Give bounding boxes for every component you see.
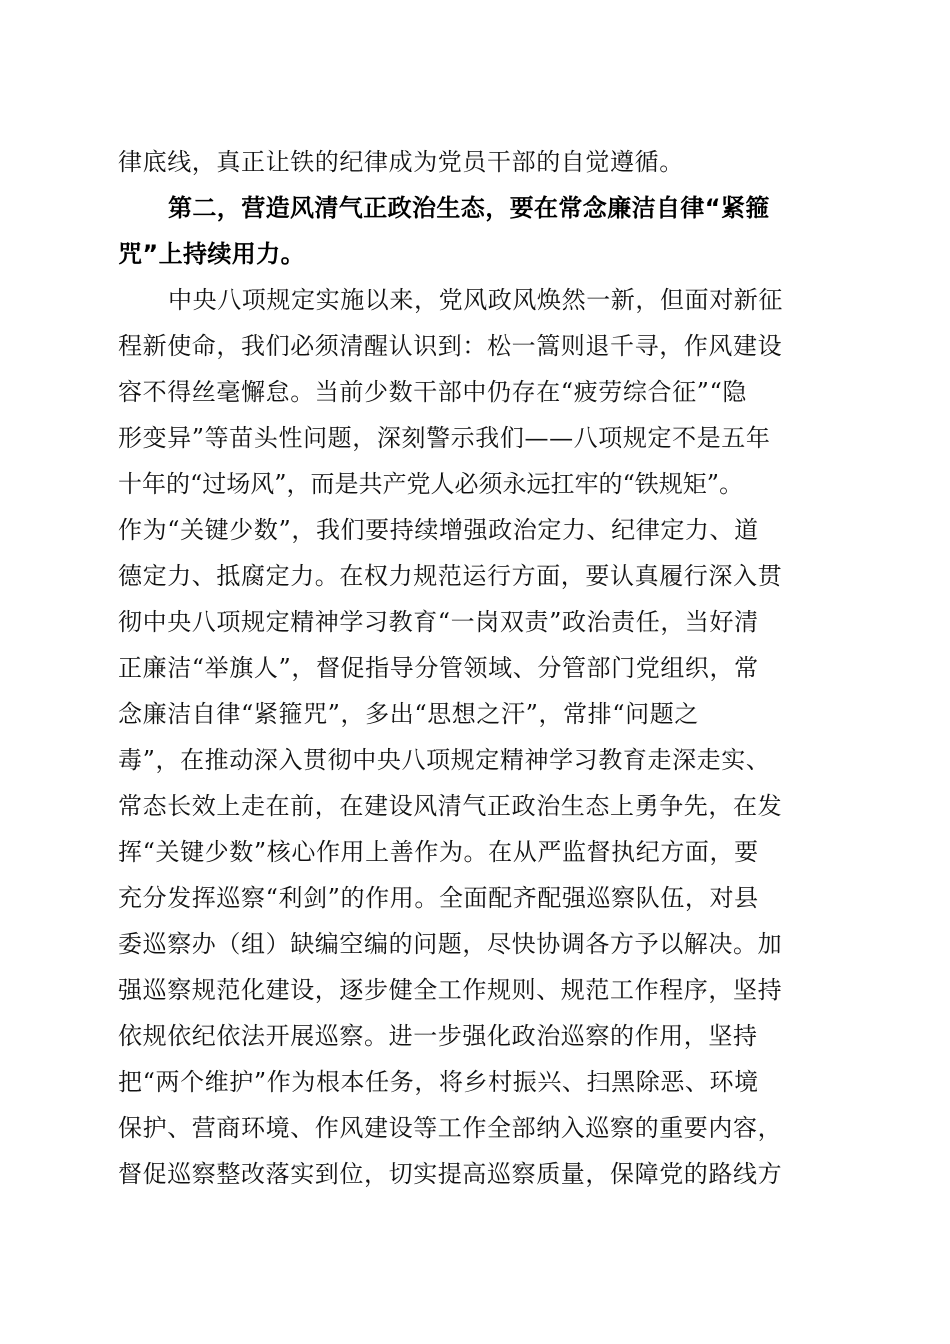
document-body bbox=[118, 139, 838, 1197]
text-line: 十年的“过场风”，而是共产党人必须永远扛牢的“铁规矩”。 bbox=[118, 470, 744, 498]
text-line: 形变异”等苗头性问题，深刻警示我们——八项规定不是五年 bbox=[118, 424, 771, 452]
section-heading-line: 咒”上持续用力。 bbox=[118, 240, 305, 268]
text-line: 依规依纪依法开展巡察。进一步强化政治巡察的作用，坚持 bbox=[118, 1022, 758, 1050]
text-line: 充分发挥巡察“利剑”的作用。全面配齐配强巡察队伍，对县 bbox=[118, 884, 759, 912]
section-heading-line: 第二，营造风清气正政治生态，要在常念廉洁自律“紧箍 bbox=[168, 194, 770, 222]
text-line: 正廉洁“举旗人”，督促指导分管领域、分管部门党组织，常 bbox=[118, 654, 759, 682]
text-line: 毒”，在推动深入贯彻中央八项规定精神学习教育走深走实、 bbox=[118, 746, 771, 774]
text-line: 念廉洁自律“紧箍咒”，多出“思想之汗”，常排“问题之 bbox=[118, 700, 699, 728]
text-line: 彻中央八项规定精神学习教育“一岗双责”政治责任，当好清 bbox=[118, 608, 759, 636]
text-line: 容不得丝毫懈怠。当前少数干部中仍存在“疲劳综合征”“隐 bbox=[118, 378, 748, 406]
text-line: 督促巡察整改落实到位，切实提高巡察质量，保障党的路线方 bbox=[118, 1160, 783, 1188]
text-line: 中央八项规定实施以来，党风政风焕然一新，但面对新征 bbox=[168, 286, 783, 314]
text-line: 把“两个维护”作为根本任务，将乡村振兴、扫黑除恶、环境 bbox=[118, 1068, 759, 1096]
text-line: 律底线，真正让铁的纪律成为党员干部的自觉遵循。 bbox=[118, 148, 684, 176]
text-line: 常态长效上走在前，在建设风清气正政治生态上勇争先，在发 bbox=[118, 792, 783, 820]
text-line: 强巡察规范化建设，逐步健全工作规则、规范工作程序，坚持 bbox=[118, 976, 783, 1004]
text-line: 程新使命，我们必须清醒认识到：松一篙则退千寻，作风建设 bbox=[118, 332, 783, 360]
text-line: 德定力、抵腐定力。在权力规范运行方面，要认真履行深入贯 bbox=[118, 562, 783, 590]
text-line: 挥“关键少数”核心作用上善作为。在从严监督执纪方面，要 bbox=[118, 838, 759, 866]
text-line: 作为“关键少数”，我们要持续增强政治定力、纪律定力、道 bbox=[118, 516, 759, 544]
text-line: 保护、营商环境、作风建设等工作全部纳入巡察的重要内容， bbox=[118, 1114, 783, 1142]
text-line: 委巡察办（组）缺编空编的问题，尽快协调各方予以解决。加 bbox=[118, 930, 783, 958]
